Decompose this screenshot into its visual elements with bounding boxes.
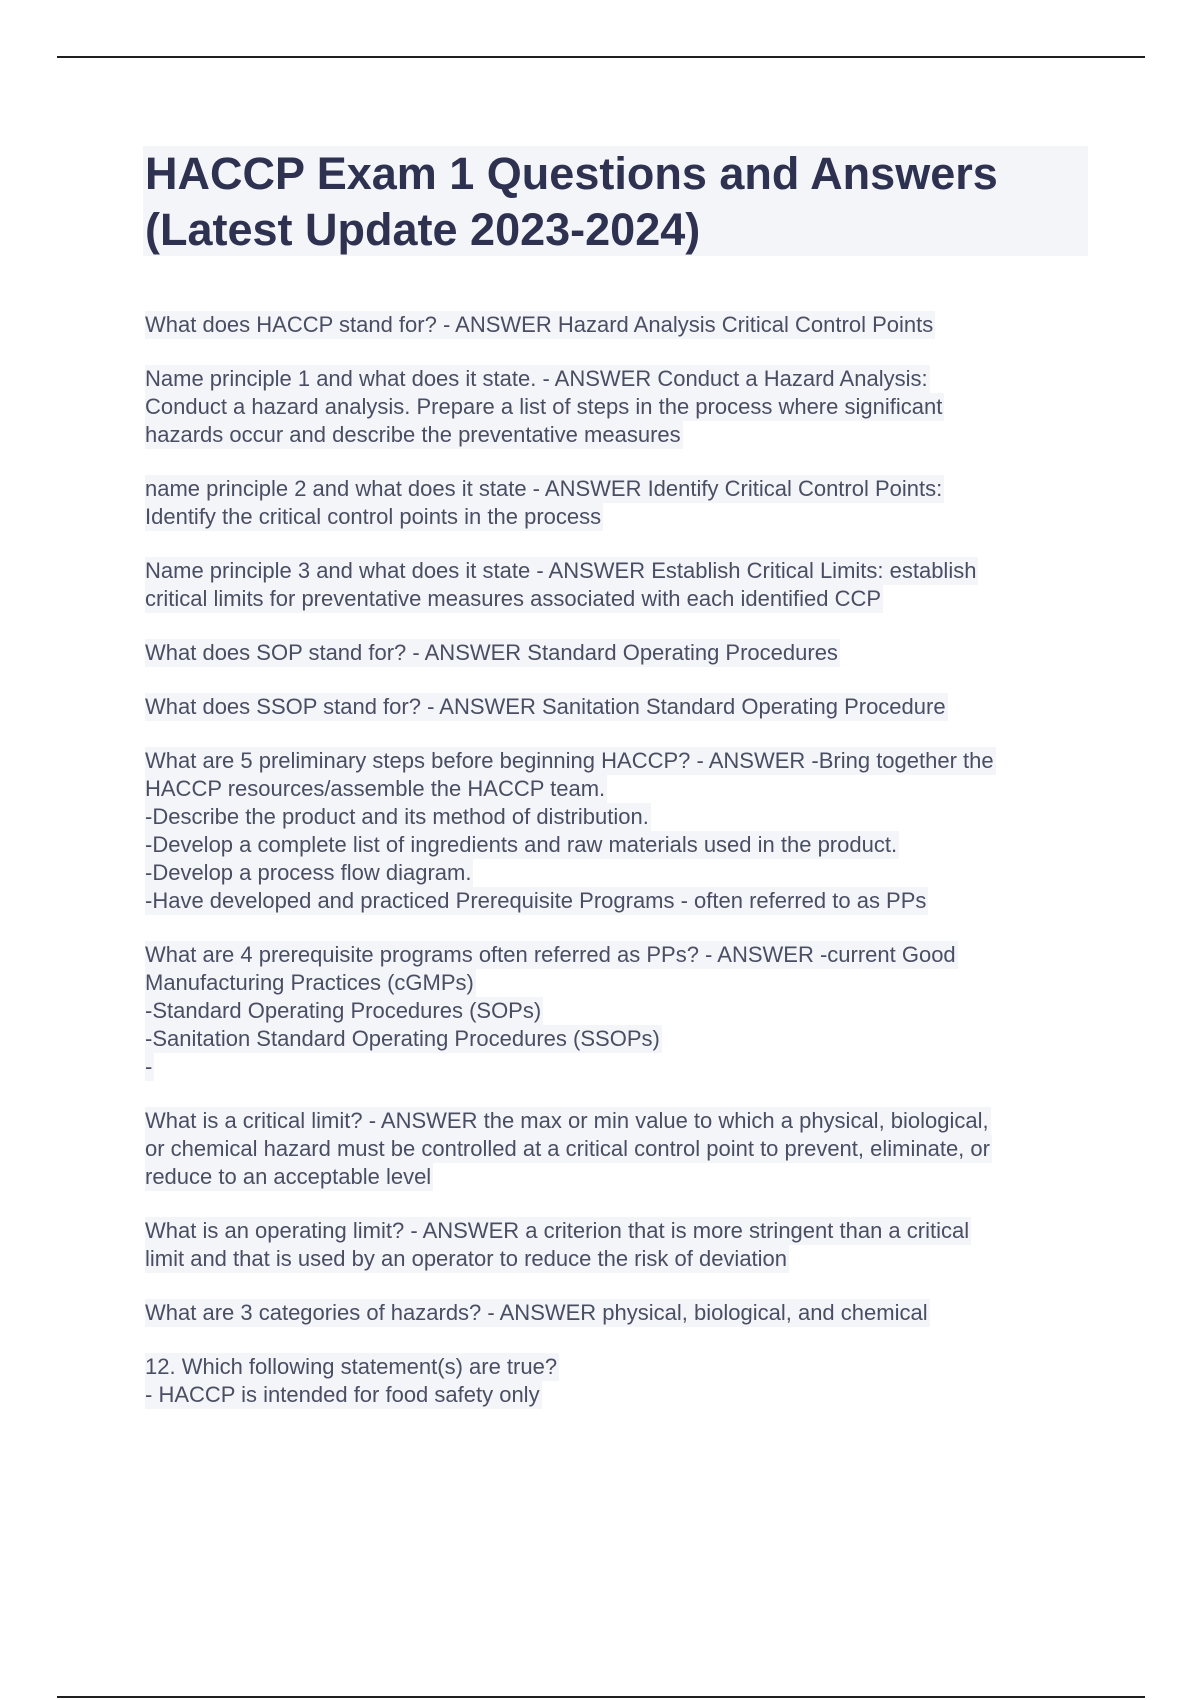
qa-line: -Standard Operating Procedures (SOPs): [145, 998, 542, 1023]
qa-line: Manufacturing Practices (cGMPs): [145, 970, 474, 995]
qa-line: What are 3 categories of hazards? - ANSWER physical, biological, and chemical: [145, 1300, 928, 1325]
qa-line: What is a critical limit? - ANSWER the max or min value to which a physical, biological,: [145, 1108, 989, 1133]
qa-item: [145, 747, 1090, 915]
qa-line: What are 4 prerequisite programs often referred as PPs? - ANSWER -current Good: [145, 942, 956, 967]
qa-line: hazards occur and describe the preventative measures: [145, 422, 681, 447]
bottom-rule: [57, 1696, 1145, 1698]
qa-line: -: [145, 1054, 153, 1079]
qa-item: [145, 475, 1090, 531]
title-block: [143, 146, 1088, 256]
qa-item: [145, 1107, 1090, 1191]
qa-line: 12. Which following statement(s) are true?: [145, 1354, 558, 1379]
qa-line: Identify the critical control points in the process: [145, 504, 602, 529]
qa-line: limit and that is used by an operator to reduce the risk of deviation: [145, 1246, 788, 1271]
qa-list: [145, 311, 1090, 1409]
qa-line: -Have developed and practiced Prerequisite Programs - often referred to as PPs: [145, 888, 927, 913]
qa-line: critical limits for preventative measures associated with each identified CCP: [145, 586, 882, 611]
qa-item: [145, 639, 1090, 667]
qa-line: reduce to an acceptable level: [145, 1164, 432, 1189]
qa-line: What are 5 preliminary steps before beginning HACCP? - ANSWER -Bring together the: [145, 748, 994, 773]
qa-line: - HACCP is intended for food safety only: [145, 1382, 540, 1407]
qa-item: [145, 1217, 1090, 1273]
qa-item: [145, 941, 1090, 1081]
qa-item: [145, 311, 1090, 339]
title-line-2: (Latest Update 2023-2024): [145, 204, 701, 255]
qa-line: Name principle 3 and what does it state - ANSWER Establish Critical Limits: establish: [145, 558, 977, 583]
title-line-1: HACCP Exam 1 Questions and Answers: [145, 148, 998, 199]
qa-item: [145, 693, 1090, 721]
qa-item: [145, 1299, 1090, 1327]
qa-line: or chemical hazard must be controlled at a critical control point to prevent, eliminate, or: [145, 1136, 990, 1161]
qa-line: What does SSOP stand for? - ANSWER Sanitation Standard Operating Procedure: [145, 694, 946, 719]
qa-line: Name principle 1 and what does it state. - ANSWER Conduct a Hazard Analysis:: [145, 366, 928, 391]
qa-line: What is an operating limit? - ANSWER a criterion that is more stringent than a critical: [145, 1218, 970, 1243]
qa-line: Conduct a hazard analysis. Prepare a list of steps in the process where significant: [145, 394, 943, 419]
qa-line: What does SOP stand for? - ANSWER Standard Operating Procedures: [145, 640, 838, 665]
qa-line: -Develop a process flow diagram.: [145, 860, 472, 885]
qa-line: name principle 2 and what does it state - ANSWER Identify Critical Control Points:: [145, 476, 943, 501]
top-rule: [57, 56, 1145, 58]
qa-item: [145, 365, 1090, 449]
document-body: [145, 146, 1090, 1435]
qa-item: [145, 1353, 1090, 1409]
qa-item: [145, 557, 1090, 613]
qa-line: What does HACCP stand for? - ANSWER Hazard Analysis Critical Control Points: [145, 312, 934, 337]
qa-line: -Develop a complete list of ingredients and raw materials used in the product.: [145, 832, 898, 857]
qa-line: -Describe the product and its method of distribution.: [145, 804, 649, 829]
qa-line: -Sanitation Standard Operating Procedures (SSOPs): [145, 1026, 660, 1051]
qa-line: HACCP resources/assemble the HACCP team.: [145, 776, 606, 801]
